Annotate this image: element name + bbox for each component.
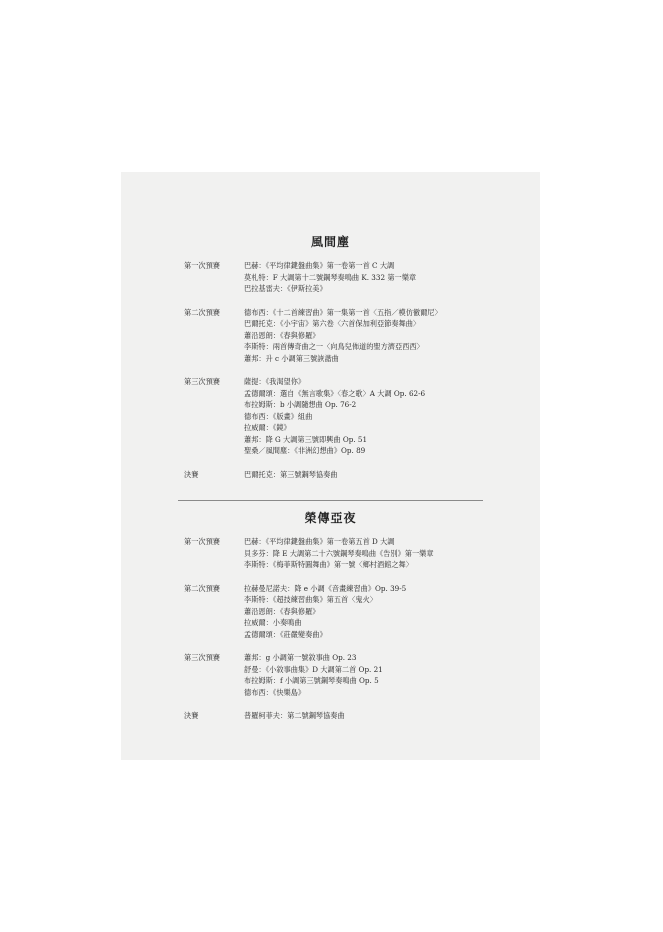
piece-item: 德布西：《快樂島》 [244,687,306,697]
section-divider [178,500,483,501]
piece-item: 布拉姆斯：f 小調第三號鋼琴奏鳴曲 Op. 5 [244,676,379,685]
piece-list [244,710,474,722]
piece-item: 聖桑／風間塵：《非洲幻想曲》Op. 89 [244,446,366,455]
round-second [121,307,540,365]
piece-item: 巴爾托克：第三號鋼琴協奏曲 [244,469,338,479]
piece-item: 拉赫曼尼諾夫：降 e 小調《音畫練習曲》Op. 39-5 [244,583,407,593]
round-first [121,260,540,295]
piece-list [244,260,474,295]
piece-item: 李斯特：兩首傳奇曲之一〈向鳥兒佈道的聖方濟亞西西〉 [244,342,424,351]
piece-item: 貝多芬：降 E 大調第二十六號鋼琴奏鳴曲《告別》第一樂章 [244,548,434,558]
piece-item: 李斯特：《超技練習曲集》第五首〈鬼火〉 [244,595,377,604]
round-label: 第二次預賽 [184,307,220,317]
piece-item: 薩提：《我渴望你》 [244,377,306,386]
round-third [121,376,540,457]
piece-item: 李斯特：《梅菲斯特圓舞曲》第一號〈鄉村酒館之舞〉 [244,560,413,569]
round-third [121,652,540,698]
round-label: 第一次預賽 [184,537,220,546]
piece-item: 孟德爾頌：《莊嚴變奏曲》 [244,629,327,639]
piece-list [244,469,474,481]
round-final [121,469,540,481]
piece-item: 普羅柯菲夫：第二號鋼琴協奏曲 [244,711,345,720]
piece-list [244,583,474,641]
piece-item: 巴赫：《平均律鍵盤曲集》第一卷第五首 D 大調 [244,537,395,546]
round-label: 決賽 [184,469,199,479]
piece-list [244,376,474,457]
piece-item: 拉威爾：小奏鳴曲 [244,618,302,627]
section-title: 風間塵 [310,235,350,249]
contestant-section-kazama [121,234,540,492]
piece-item: 蕭沿恩朗：《春與修羅》 [244,606,320,616]
piece-item: 蕭邦：降 G 大調第三號即興曲 Op. 51 [244,434,368,444]
piece-item: 布拉姆斯：b 小調隨想曲 Op. 76-2 [244,400,357,409]
round-label: 第三次預賽 [184,377,220,386]
piece-item: 蕭沿恩朗：《春與修羅》 [244,330,320,340]
contestant-section-aya [121,510,540,734]
piece-item: 蕭邦：升 c 小調第三號詼諧曲 [244,353,339,363]
piece-item: 巴拉基雷夫：《伊斯拉美》 [244,284,327,293]
round-label: 第一次預賽 [184,261,220,270]
round-first [121,536,540,571]
program-panel [121,172,540,760]
round-label: 第二次預賽 [184,583,220,593]
round-final [121,710,540,722]
piece-item: 德布西：《十二首練習曲》第一集第一首〈五指／模仿徹爾尼〉 [244,307,442,317]
piece-item: 拉威爾：《鏡》 [244,423,291,432]
piece-item: 巴爾托克：《小宇宙》第六卷〈六首保加利亞節奏舞曲〉 [244,319,421,328]
piece-list [244,536,474,571]
round-second [121,583,540,641]
piece-item: 孟德爾頌：選自《無言歌集》〈春之歌〉A 大調 Op. 62-6 [244,388,426,398]
piece-list [244,307,474,365]
piece-item: 舒曼：《小敘事曲集》D 大調第二首 Op. 21 [244,664,383,674]
round-label: 第三次預賽 [184,653,220,662]
section-title: 榮傳亞夜 [304,511,357,525]
piece-item: 蕭邦：g 小調第一號敘事曲 Op. 23 [244,653,357,662]
piece-item: 巴赫：《平均律鍵盤曲集》第一卷第一首 C 大調 [244,261,395,270]
piece-item: 德布西：《版畫》組曲 [244,411,313,421]
round-label: 決賽 [184,711,199,720]
piece-item: 莫札特：F 大調第十二號鋼琴奏鳴曲 K. 332 第一樂章 [244,272,417,282]
piece-list [244,652,474,698]
